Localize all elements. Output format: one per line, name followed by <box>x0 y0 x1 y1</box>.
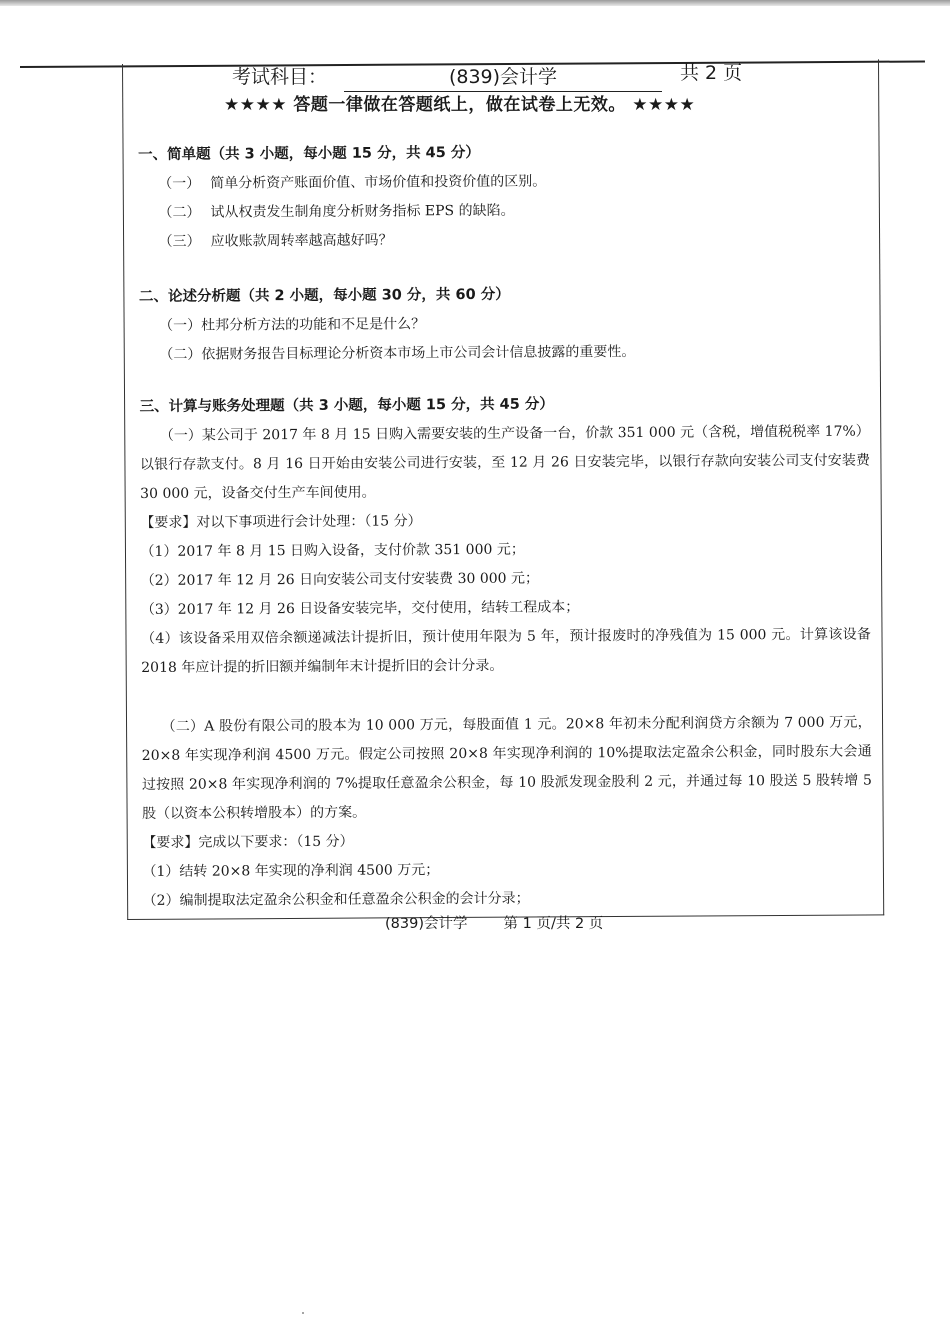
section-3-title: 三、计算与账务处理题（共 3 小题，每小题 15 分，共 45 分） <box>139 396 554 415</box>
exam-header <box>232 58 792 92</box>
question-1-3 <box>139 224 869 257</box>
question-text: 应收账款周转率越高越好吗？ <box>210 232 393 250</box>
question-text: 试从权责发生制角度分析财务指标 EPS 的缺陷。 <box>210 202 515 221</box>
requirement-item: （3）2017 年 12 月 26 日设备安装完毕，交付使用，结转工程成本； <box>140 599 580 618</box>
subject-label: 考试科目： <box>232 66 328 88</box>
footer-page-number: 第 1 页/共 2 页 <box>503 916 604 932</box>
question-text: 简单分析资产账面价值、市场价值和投资价值的区别。 <box>210 173 547 192</box>
question-number: （一） <box>158 175 201 192</box>
problem-3-1-requirement: 【要求】对以下事项进行会计处理：（15 分） <box>140 513 422 531</box>
requirement-item: （2）编制提取法定盈余公积金和任意盈余公积金的会计分录； <box>142 890 530 909</box>
section-1-title: 一、简单题（共 3 小题，每小题 15 分，共 45 分） <box>138 144 480 163</box>
requirement-item: （4）该设备采用双倍余额递减法计提折旧，预计使用年限为 5 年，预计报废时的净残值为 15 000 元。计算该设备 2018 年应计提的折旧额并编制年末计提折旧的会计分录。 <box>140 626 872 676</box>
section-2-title: 二、论述分析题（共 2 小题，每小题 30 分，共 60 分） <box>138 286 510 305</box>
requirement-item: （2）2017 年 12 月 26 日向安装公司支付安装费 30 000 元； <box>140 570 540 589</box>
question-2-1: （一）杜邦分析方法的功能和不足是什么？ <box>159 316 426 334</box>
question-number: （三） <box>158 233 201 250</box>
answer-notice: ★★★★ 答题一律做在答题纸上，做在试卷上无效。 ★★★★ <box>224 95 696 115</box>
question-1-2 <box>138 195 868 228</box>
question-1-1 <box>138 166 868 199</box>
page-footer <box>385 912 685 933</box>
subject-value: (839)会计学 <box>344 62 662 92</box>
scan-speck <box>302 1312 304 1314</box>
problem-3-1-text: （一）某公司于 2017 年 8 月 15 日购入需要安装的生产设备一台，价款 351 000 元（含税，增值税税率 17%）以银行存款支付。8 月 16 日开始由安装公司进行安装，至 12 月 26 日安装完毕，以银行存款向安装公司支付安装费 30 000 元，设备交付生产车间使用。 <box>139 423 871 502</box>
scan-edge <box>0 0 950 6</box>
problem-3-2-requirement: 【要求】完成以下要求：（15 分） <box>142 833 354 851</box>
exam-content <box>138 136 873 916</box>
requirement-item: （1）2017 年 8 月 15 日购入设备，支付价款 351 000 元； <box>140 541 525 560</box>
question-number: （二） <box>158 204 201 221</box>
problem-3-2-text: （二）A 股份有限公司的股本为 10 000 万元，每股面值 1 元。20×8 年初未分配利润贷方余额为 7 000 万元，20×8 年实现净利润 4500 万元。假定公司按照 20×8 年实现净利润的 10%提取法定盈余公积金，同时股东大会通过按照 20×8 年实现净利润的 7%提取任意盈余公积金，每 10 股派发现金股利 2 元，并通过每 10 股送 5 股转增 5 股（以资本公积转增股本）的方案。 <box>141 714 872 822</box>
page-total: 共 2 页 <box>680 62 743 84</box>
question-2-2: （二）依据财务报告目标理论分析资本市场上市公司会计信息披露的重要性。 <box>159 343 636 363</box>
footer-subject: (839)会计学 <box>385 916 468 932</box>
requirement-item: （1）结转 20×8 年实现的净利润 4500 万元； <box>142 862 440 880</box>
